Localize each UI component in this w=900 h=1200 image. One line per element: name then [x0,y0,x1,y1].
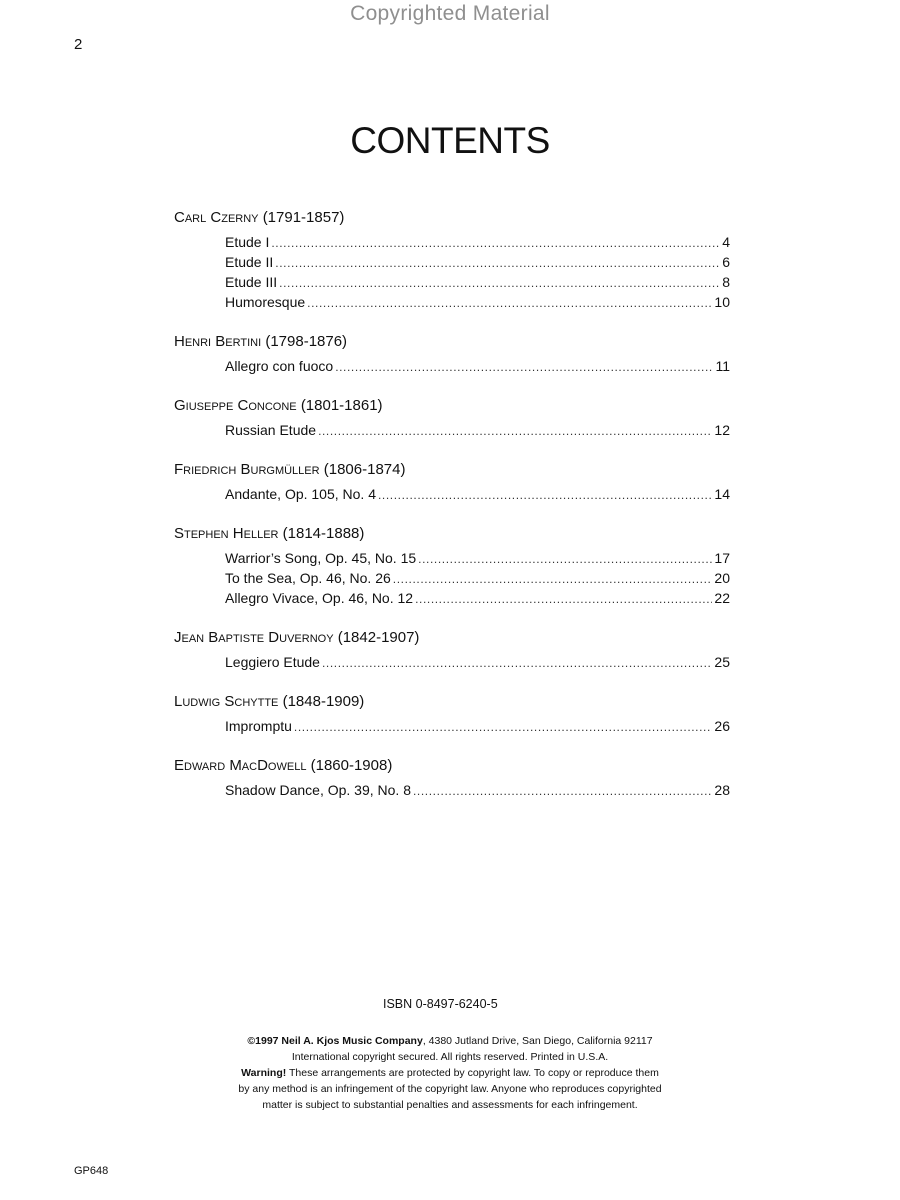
page-ref: 20 [714,570,730,586]
composer-heading [174,460,730,480]
page-ref: 6 [722,254,730,270]
dot-leader [418,549,712,569]
composer-dates: (1801-1861) [300,397,383,414]
page-ref: 25 [714,654,730,670]
dot-leader [415,589,712,609]
publisher: ©1997 Neil A. Kjos Music Company [247,1035,423,1047]
piece-title: Leggiero Etude [225,654,320,670]
warning-line: by any method is an infringement of the copyright law. Anyone who reproduces copyrighted [238,1083,662,1095]
composer-heading [174,692,730,712]
toc-entry[interactable] [225,716,730,736]
piece-title: Etude III [225,274,278,290]
composer-name: Ludwig Schytte [174,693,279,710]
toc-section [174,756,730,800]
isbn: ISBN 0-8497-6240-5 [383,997,498,1011]
toc-entry[interactable] [225,548,730,568]
dot-leader [294,717,713,737]
toc-section [174,524,730,608]
warning-label: Warning! [241,1067,287,1079]
page-ref: 26 [714,718,730,734]
toc-section [174,208,730,312]
toc-entry[interactable] [225,356,730,376]
warning-text: These arrangements are protected by copyright law. To copy or reproduce them [286,1067,659,1079]
toc-section [174,628,730,672]
dot-leader [413,781,712,801]
dot-leader [378,485,712,505]
dot-leader [335,357,713,377]
composer-dates: (1860-1908) [310,757,393,774]
composer-heading [174,524,730,544]
piece-title: Allegro con fuoco [225,358,334,374]
composer-name: Edward MacDowell [174,757,307,774]
toc-section [174,460,730,504]
composer-name: Carl Czerny [174,209,259,226]
toc-entry[interactable] [225,780,730,800]
rights-line: International copyright secured. All rights reserved. Printed in U.S.A. [291,1051,609,1063]
dot-leader [322,653,712,673]
page-ref: 14 [714,486,730,502]
piece-title: Impromptu [225,718,292,734]
table-of-contents [174,208,730,820]
page-ref: 8 [722,274,730,290]
toc-entry[interactable] [225,252,730,272]
composer-name: Jean Baptiste Duvernoy [174,629,334,646]
piece-title: Allegro Vivace, Op. 46, No. 12 [225,590,414,606]
publisher-address: , 4380 Jutland Drive, San Diego, California 92117 [422,1035,653,1047]
composer-name: Stephen Heller [174,525,279,542]
toc-entry[interactable] [225,568,730,588]
toc-entry[interactable] [225,420,730,440]
page-ref: 10 [714,294,730,310]
composer-name: Friedrich Burgmüller [174,461,320,478]
dot-leader [307,293,712,313]
dot-leader [271,233,720,253]
dot-leader [275,253,720,273]
copyright-line [190,1033,710,1049]
piece-title: Warrior’s Song, Op. 45, No. 15 [225,550,417,566]
catalog-number: GP648 [74,1165,109,1177]
composer-heading [174,208,730,228]
warning-line: matter is subject to substantial penalties and assessments for each infringement. [262,1099,638,1111]
composer-dates: (1791-1857) [262,209,345,226]
piece-title: Humoresque [225,294,306,310]
composer-name: Henri Bertini [174,333,262,350]
composer-heading [174,756,730,776]
composer-dates: (1848-1909) [282,693,365,710]
piece-title: To the Sea, Op. 46, No. 26 [225,570,391,586]
composer-dates: (1814-1888) [282,525,365,542]
toc-entry[interactable] [225,652,730,672]
piece-title: Shadow Dance, Op. 39, No. 8 [225,782,411,798]
page-title: CONTENTS [350,119,550,161]
piece-title: Etude II [225,254,274,270]
toc-section [174,396,730,440]
composer-name: Giuseppe Concone [174,397,297,414]
piece-title: Etude I [225,234,270,250]
piece-title: Russian Etude [225,422,317,438]
page-ref: 22 [714,590,730,606]
dot-leader [318,421,712,441]
page-ref: 11 [715,358,730,374]
composer-dates: (1842-1907) [337,629,420,646]
composer-heading [174,628,730,648]
toc-entry[interactable] [225,232,730,252]
page-number: 2 [74,36,83,53]
dot-leader [279,273,720,293]
toc-section [174,332,730,376]
toc-section [174,692,730,736]
copyright-notice [190,1033,710,1113]
toc-entry[interactable] [225,588,730,608]
warning-line [190,1065,710,1081]
dot-leader [393,569,713,589]
toc-entry[interactable] [225,272,730,292]
page-ref: 28 [714,782,730,798]
piece-title: Andante, Op. 105, No. 4 [225,486,376,502]
toc-entry[interactable] [225,484,730,504]
toc-entry[interactable] [225,292,730,312]
page-ref: 17 [714,550,730,566]
page-ref: 12 [714,422,730,438]
composer-heading [174,332,730,352]
composer-dates: (1798-1876) [265,333,348,350]
watermark: Copyrighted Material [350,2,550,25]
composer-dates: (1806-1874) [323,461,406,478]
page-ref: 4 [722,234,730,250]
composer-heading [174,396,730,416]
